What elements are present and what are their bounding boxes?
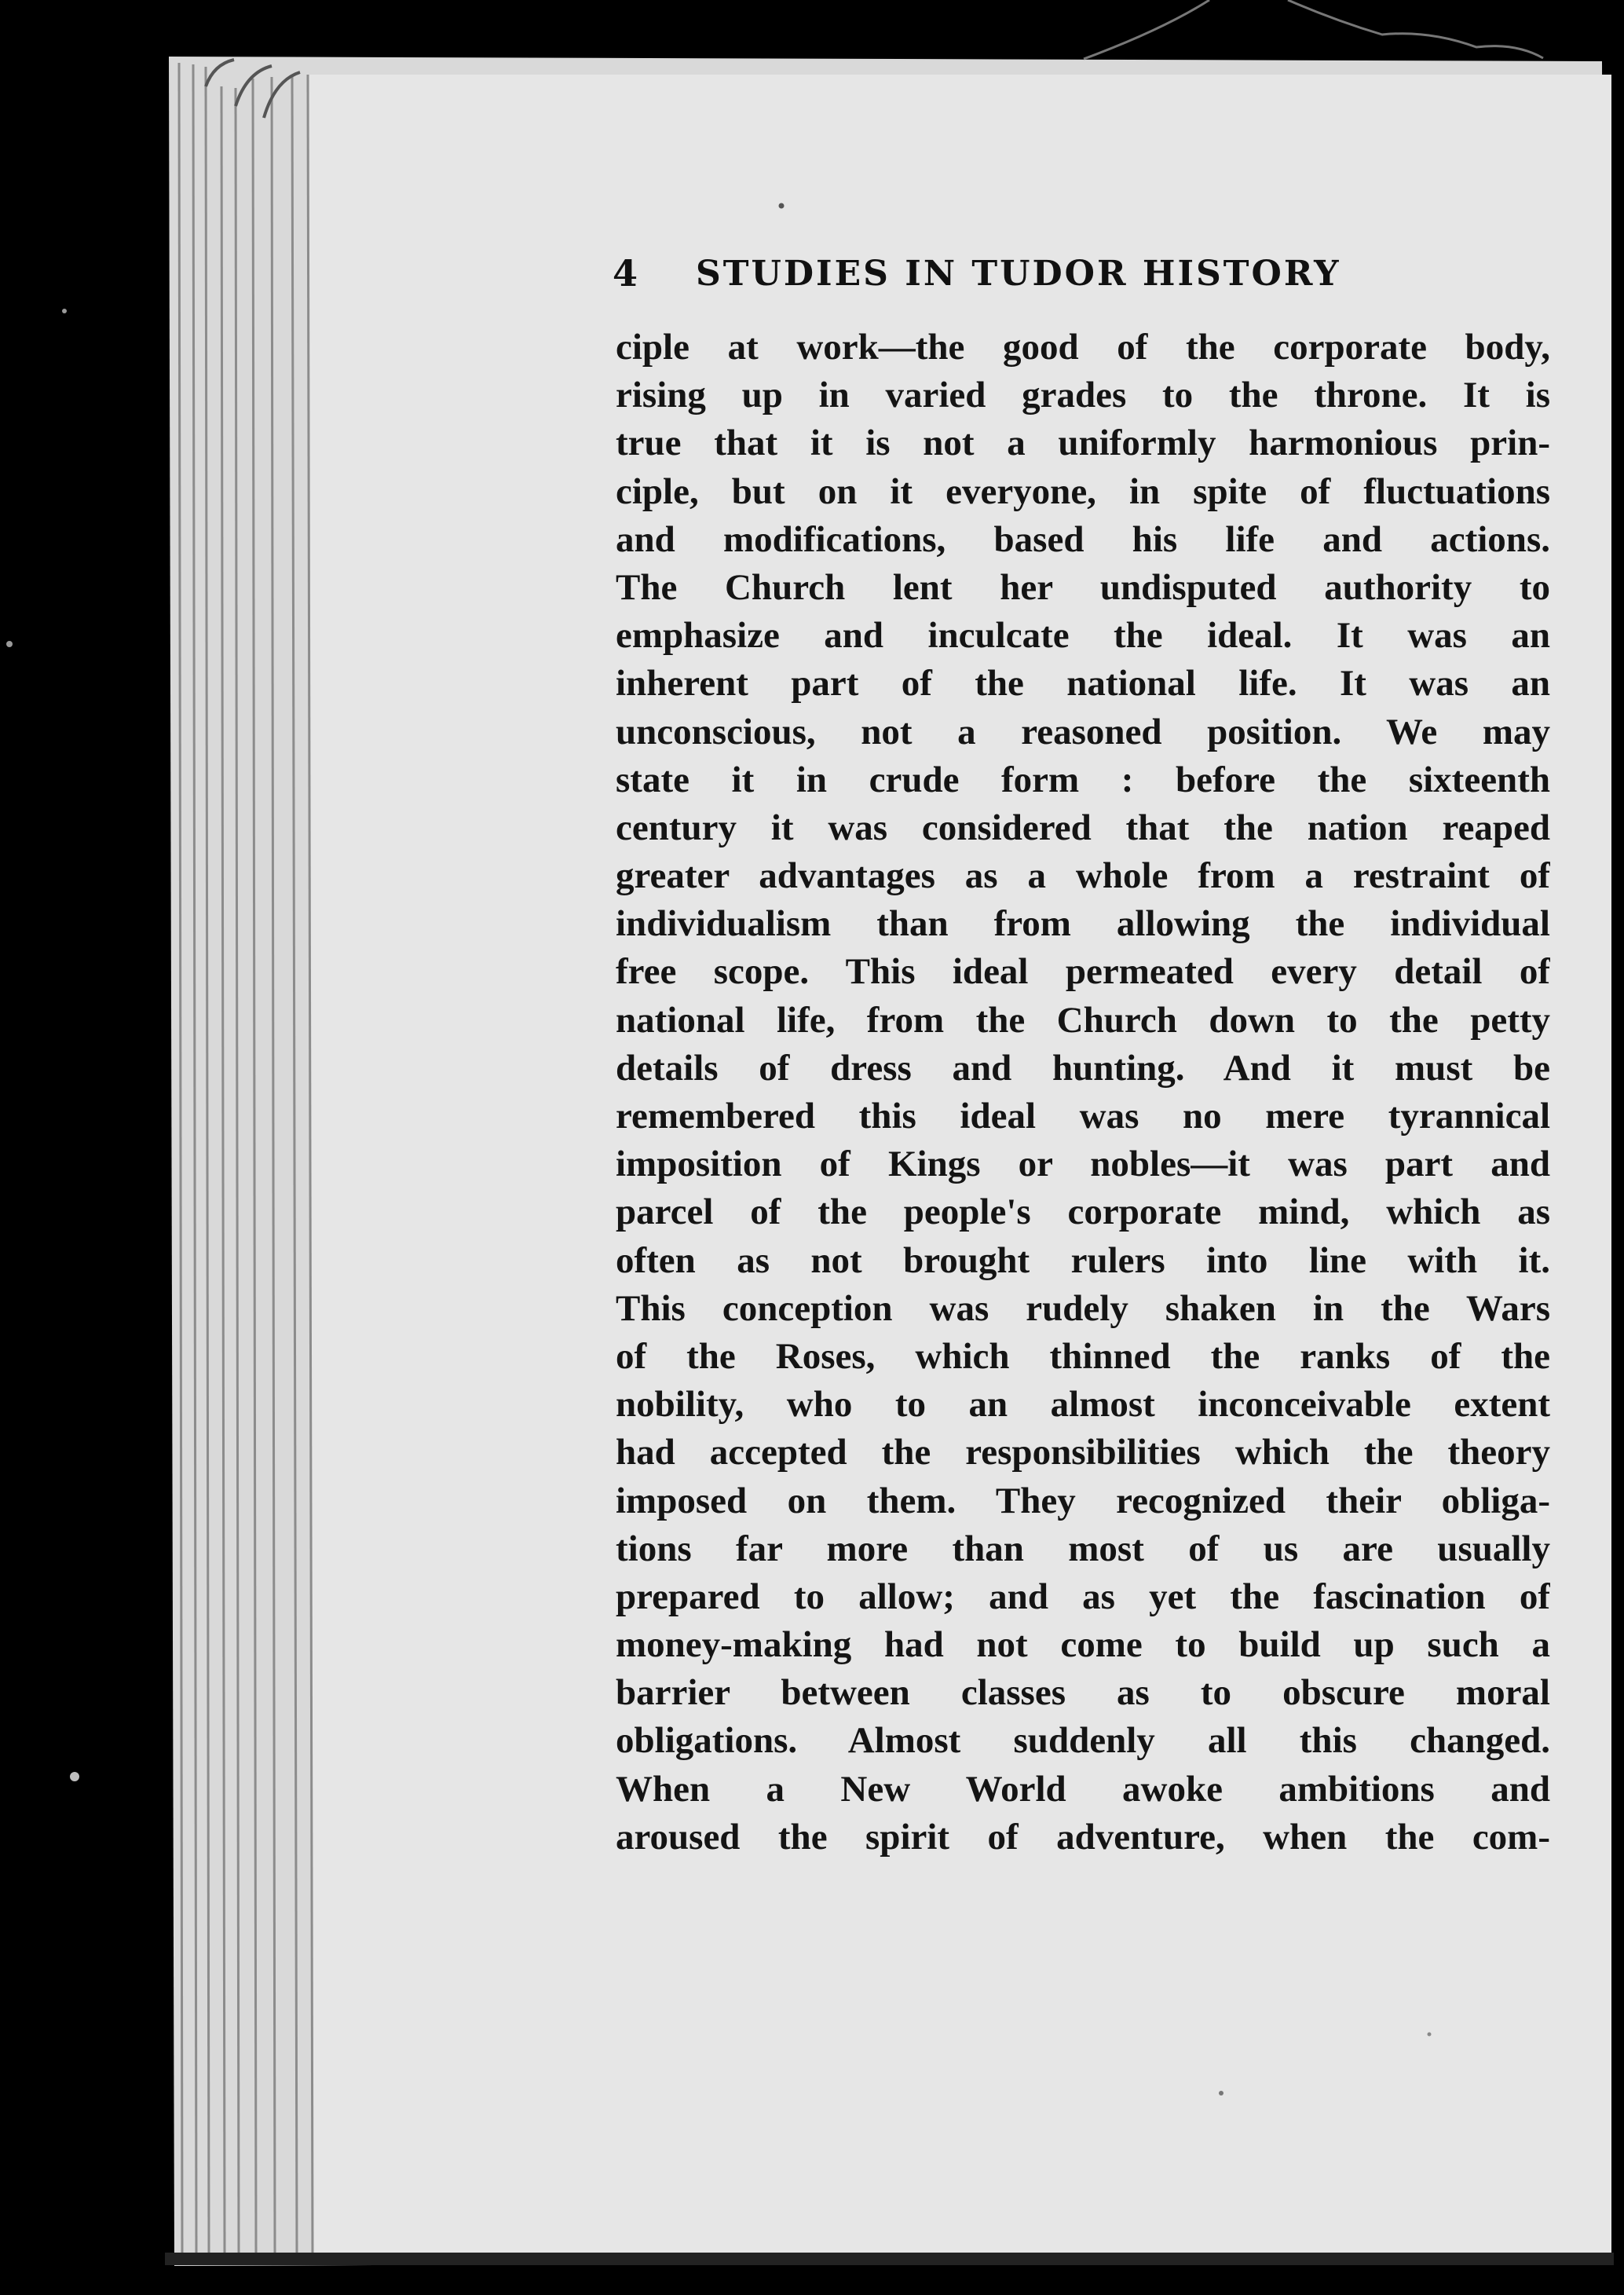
text-line: ciple, but on it everyone, in spite of fluctuations: [616, 470, 1550, 512]
body-text: [616, 324, 1550, 1861]
text-line: state it in crude form : before the sixteenth: [616, 759, 1550, 800]
page-speck: [1428, 2033, 1432, 2037]
text-line: century it was considered that the nation reaped: [616, 807, 1550, 848]
text-line: free scope. This ideal permeated every detail of: [616, 951, 1550, 993]
text-line: aroused the spirit of adventure, when the com-: [616, 1816, 1550, 1858]
text-line: imposed on them. They recognized their obliga-: [616, 1480, 1550, 1521]
text-line: remembered this ideal was no mere tyrannical: [616, 1096, 1550, 1137]
running-head: STUDIES IN TUDOR HISTORY: [696, 253, 1341, 294]
text-line: money-making had not come to build up such a: [616, 1624, 1550, 1666]
text-line: nobility, who to an almost inconceivable extent: [616, 1384, 1550, 1426]
text-line: barrier between classes as to obscure moral: [616, 1672, 1550, 1714]
background-speck: [70, 1772, 79, 1781]
text-line: ciple at work—the good of the corporate body,: [616, 327, 1550, 368]
page-number: 4: [613, 252, 642, 295]
text-line: parcel of the people's corporate mind, which as: [616, 1191, 1550, 1233]
page-header: [613, 250, 1523, 297]
page-speck: [779, 203, 785, 209]
text-line: obligations. Almost suddenly all this changed.: [616, 1720, 1550, 1762]
text-line: had accepted the responsibilities which the theory: [616, 1432, 1550, 1473]
text-line: greater advantages as a whole from a restraint of: [616, 855, 1550, 897]
text-line: inherent part of the national life. It was an: [616, 663, 1550, 705]
text-line: true that it is not a uniformly harmonious prin-: [616, 423, 1550, 464]
page-speck: [1219, 2091, 1223, 2096]
text-line: The Church lent her undisputed authority to: [616, 566, 1550, 608]
background-speck: [62, 309, 67, 313]
text-line: tions far more than most of us are usually: [616, 1528, 1550, 1569]
text-line: of the Roses, which thinned the ranks of the: [616, 1335, 1550, 1377]
text-line: rising up in varied grades to the throne. It is: [616, 375, 1550, 416]
text-line: individualism than from allowing the individual: [616, 903, 1550, 945]
text-line: national life, from the Church down to the petty: [616, 999, 1550, 1041]
text-line: and modifications, based his life and actions.: [616, 518, 1550, 560]
bottom-page-shadow: [165, 2253, 1614, 2265]
text-line: often as not brought rulers into line with it.: [616, 1239, 1550, 1281]
text-line: prepared to allow; and as yet the fascination of: [616, 1576, 1550, 1617]
text-line: details of dress and hunting. And it must be: [616, 1047, 1550, 1089]
text-line: imposition of Kings or nobles—it was part and: [616, 1144, 1550, 1185]
background-speck: [6, 641, 13, 647]
text-line: unconscious, not a reasoned position. We may: [616, 711, 1550, 752]
text-line: When a New World awoke ambitions and: [616, 1768, 1550, 1810]
text-line: This conception was rudely shaken in the Wars: [616, 1287, 1550, 1329]
text-line: emphasize and inculcate the ideal. It was an: [616, 615, 1550, 657]
